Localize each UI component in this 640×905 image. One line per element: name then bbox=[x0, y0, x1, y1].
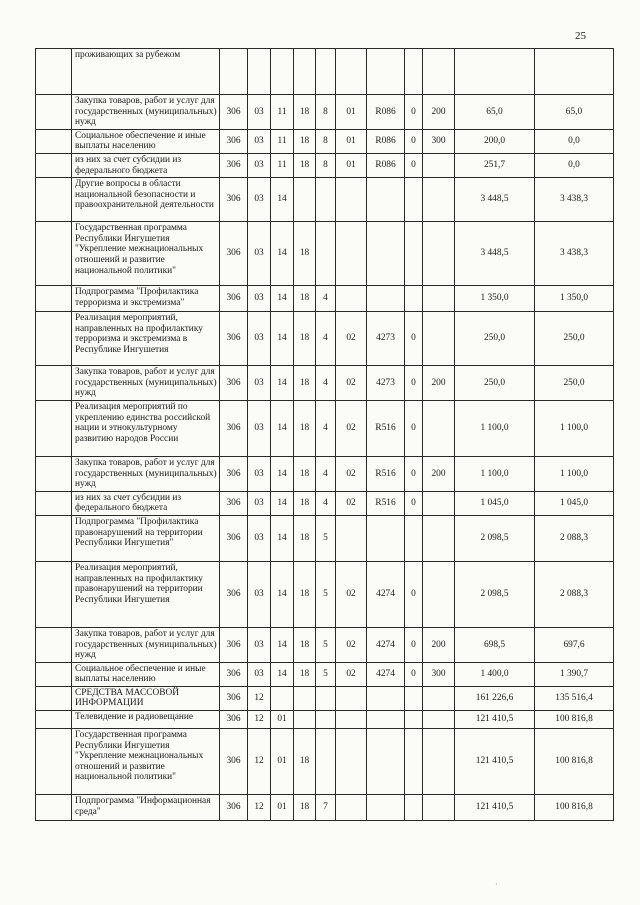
pr-cell: 14 bbox=[271, 627, 294, 662]
rz-cell: 03 bbox=[248, 153, 271, 177]
direction-cell: 4274 bbox=[367, 627, 405, 662]
item-name-cell: СРЕДСТВА МАССОВОЙ ИНФОРМАЦИИ bbox=[72, 686, 220, 710]
direction-cell bbox=[367, 795, 405, 821]
vr-cell bbox=[423, 561, 455, 627]
table-row bbox=[36, 49, 614, 95]
zero-cell bbox=[405, 178, 423, 222]
vr-cell: 200 bbox=[423, 95, 455, 130]
zero-cell: 0 bbox=[405, 491, 423, 515]
vr-cell bbox=[423, 400, 455, 456]
amount-approved-cell: 161 226,6 bbox=[455, 686, 535, 710]
zero-cell bbox=[405, 49, 423, 95]
rz-cell: 03 bbox=[248, 456, 271, 491]
amount-approved-cell: 2 098,5 bbox=[455, 515, 535, 561]
item-name-cell: Реализация мероприятий по укреплению единства российской нации и этнокультурному развитию народов России bbox=[72, 400, 220, 456]
pr-cell: 01 bbox=[271, 729, 294, 795]
amount-executed-cell: 1 100,0 bbox=[535, 456, 614, 491]
amount-executed-cell: 2 088,3 bbox=[535, 515, 614, 561]
subprogram-cell bbox=[316, 178, 336, 222]
vr-cell bbox=[423, 312, 455, 366]
subprogram-cell: 5 bbox=[316, 561, 336, 627]
amount-executed-cell: 100 816,8 bbox=[535, 795, 614, 821]
table-row bbox=[36, 95, 614, 130]
rz-cell: 03 bbox=[248, 627, 271, 662]
amount-executed-cell: 1 045,0 bbox=[535, 491, 614, 515]
rz-cell: 03 bbox=[248, 286, 271, 312]
amount-approved-cell: 1 400,0 bbox=[455, 662, 535, 686]
gr-cell: 306 bbox=[220, 515, 248, 561]
table-row bbox=[36, 286, 614, 312]
pr-cell: 14 bbox=[271, 222, 294, 286]
row-marker-cell bbox=[36, 561, 72, 627]
amount-executed-cell: 100 816,8 bbox=[535, 711, 614, 729]
rz-cell: 03 bbox=[248, 222, 271, 286]
subprogram-cell bbox=[316, 222, 336, 286]
program-cell: 18 bbox=[294, 795, 316, 821]
event-cell: 02 bbox=[336, 627, 367, 662]
row-marker-cell bbox=[36, 366, 72, 401]
zero-cell: 0 bbox=[405, 129, 423, 153]
direction-cell: R516 bbox=[367, 456, 405, 491]
pr-cell: 14 bbox=[271, 178, 294, 222]
pr-cell bbox=[271, 686, 294, 710]
amount-approved-cell: 121 410,5 bbox=[455, 729, 535, 795]
program-cell: 18 bbox=[294, 400, 316, 456]
zero-cell bbox=[405, 686, 423, 710]
table-row bbox=[36, 312, 614, 366]
amount-executed-cell: 0,0 bbox=[535, 129, 614, 153]
zero-cell bbox=[405, 795, 423, 821]
direction-cell bbox=[367, 49, 405, 95]
vr-cell bbox=[423, 491, 455, 515]
direction-cell: R516 bbox=[367, 491, 405, 515]
program-cell: 18 bbox=[294, 153, 316, 177]
table-row bbox=[36, 129, 614, 153]
program-cell: 18 bbox=[294, 366, 316, 401]
zero-cell: 0 bbox=[405, 627, 423, 662]
amount-approved-cell: 1 045,0 bbox=[455, 491, 535, 515]
pr-cell: 14 bbox=[271, 366, 294, 401]
program-cell: 18 bbox=[294, 491, 316, 515]
amount-executed-cell: 3 438,3 bbox=[535, 178, 614, 222]
subprogram-cell: 8 bbox=[316, 153, 336, 177]
subprogram-cell: 5 bbox=[316, 515, 336, 561]
vr-cell: 300 bbox=[423, 662, 455, 686]
direction-cell bbox=[367, 178, 405, 222]
subprogram-cell: 4 bbox=[316, 400, 336, 456]
item-name-cell: Подпрограмма "Информационная среда" bbox=[72, 795, 220, 821]
pr-cell: 14 bbox=[271, 561, 294, 627]
gr-cell: 306 bbox=[220, 729, 248, 795]
item-name-cell: Закупка товаров, работ и услуг для государственных (муниципальных) нужд bbox=[72, 456, 220, 491]
program-cell: 18 bbox=[294, 456, 316, 491]
amount-executed-cell: 250,0 bbox=[535, 366, 614, 401]
subprogram-cell: 4 bbox=[316, 312, 336, 366]
program-cell: 18 bbox=[294, 312, 316, 366]
event-cell: 02 bbox=[336, 312, 367, 366]
row-marker-cell bbox=[36, 662, 72, 686]
item-name-cell: Подпрограмма "Профилактика правонарушений на территории Республики Ингушетия" bbox=[72, 515, 220, 561]
pr-cell: 14 bbox=[271, 286, 294, 312]
program-cell: 18 bbox=[294, 515, 316, 561]
gr-cell: 306 bbox=[220, 95, 248, 130]
gr-cell: 306 bbox=[220, 400, 248, 456]
table-row bbox=[36, 222, 614, 286]
amount-approved-cell: 1 100,0 bbox=[455, 456, 535, 491]
event-cell bbox=[336, 711, 367, 729]
rz-cell: 03 bbox=[248, 515, 271, 561]
zero-cell bbox=[405, 515, 423, 561]
event-cell: 01 bbox=[336, 129, 367, 153]
subprogram-cell: 5 bbox=[316, 627, 336, 662]
vr-cell bbox=[423, 686, 455, 710]
zero-cell: 0 bbox=[405, 561, 423, 627]
vr-cell bbox=[423, 286, 455, 312]
vr-cell: 200 bbox=[423, 627, 455, 662]
vr-cell bbox=[423, 729, 455, 795]
vr-cell: 200 bbox=[423, 366, 455, 401]
subprogram-cell: 8 bbox=[316, 129, 336, 153]
amount-executed-cell: 100 816,8 bbox=[535, 729, 614, 795]
pr-cell: 14 bbox=[271, 515, 294, 561]
vr-cell bbox=[423, 711, 455, 729]
row-marker-cell bbox=[36, 491, 72, 515]
event-cell: 02 bbox=[336, 662, 367, 686]
rz-cell: 03 bbox=[248, 662, 271, 686]
row-marker-cell bbox=[36, 178, 72, 222]
subprogram-cell: 7 bbox=[316, 795, 336, 821]
direction-cell bbox=[367, 515, 405, 561]
zero-cell bbox=[405, 711, 423, 729]
gr-cell: 306 bbox=[220, 312, 248, 366]
program-cell: 18 bbox=[294, 222, 316, 286]
item-name-cell: Закупка товаров, работ и услуг для государственных (муниципальных) нужд bbox=[72, 627, 220, 662]
row-marker-cell bbox=[36, 456, 72, 491]
rz-cell: 12 bbox=[248, 729, 271, 795]
pr-cell: 01 bbox=[271, 795, 294, 821]
table-row bbox=[36, 795, 614, 821]
subprogram-cell: 4 bbox=[316, 491, 336, 515]
zero-cell bbox=[405, 286, 423, 312]
amount-executed-cell: 1 390,7 bbox=[535, 662, 614, 686]
rz-cell bbox=[248, 49, 271, 95]
gr-cell: 306 bbox=[220, 662, 248, 686]
gr-cell: 306 bbox=[220, 711, 248, 729]
gr-cell: 306 bbox=[220, 286, 248, 312]
event-cell bbox=[336, 49, 367, 95]
amount-approved-cell: 200,0 bbox=[455, 129, 535, 153]
table-row bbox=[36, 178, 614, 222]
amount-executed-cell: 1 350,0 bbox=[535, 286, 614, 312]
event-cell: 02 bbox=[336, 366, 367, 401]
amount-approved-cell: 251,7 bbox=[455, 153, 535, 177]
zero-cell: 0 bbox=[405, 95, 423, 130]
scan-mark: · bbox=[495, 880, 498, 889]
vr-cell: 200 bbox=[423, 456, 455, 491]
amount-executed-cell: 65,0 bbox=[535, 95, 614, 130]
pr-cell: 01 bbox=[271, 711, 294, 729]
table-row bbox=[36, 711, 614, 729]
direction-cell: R516 bbox=[367, 400, 405, 456]
program-cell: 18 bbox=[294, 729, 316, 795]
subprogram-cell bbox=[316, 686, 336, 710]
row-marker-cell bbox=[36, 795, 72, 821]
amount-approved-cell: 65,0 bbox=[455, 95, 535, 130]
row-marker-cell bbox=[36, 222, 72, 286]
direction-cell: 4274 bbox=[367, 561, 405, 627]
program-cell bbox=[294, 711, 316, 729]
gr-cell: 306 bbox=[220, 153, 248, 177]
zero-cell bbox=[405, 729, 423, 795]
amount-approved-cell: 1 100,0 bbox=[455, 400, 535, 456]
pr-cell: 14 bbox=[271, 456, 294, 491]
table-row bbox=[36, 366, 614, 401]
event-cell bbox=[336, 178, 367, 222]
pr-cell bbox=[271, 49, 294, 95]
zero-cell bbox=[405, 222, 423, 286]
pr-cell: 11 bbox=[271, 95, 294, 130]
item-name-cell: Государственная программа Республики Ингушетия "Укрепление межнациональных отношений и развитие национальной политики" bbox=[72, 729, 220, 795]
subprogram-cell: 4 bbox=[316, 366, 336, 401]
gr-cell: 306 bbox=[220, 627, 248, 662]
zero-cell: 0 bbox=[405, 400, 423, 456]
vr-cell bbox=[423, 49, 455, 95]
subprogram-cell: 4 bbox=[316, 286, 336, 312]
item-name-cell: Закупка товаров, работ и услуг для государственных (муниципальных) нужд bbox=[72, 366, 220, 401]
gr-cell: 306 bbox=[220, 491, 248, 515]
rz-cell: 03 bbox=[248, 400, 271, 456]
event-cell: 01 bbox=[336, 153, 367, 177]
table-row bbox=[36, 491, 614, 515]
direction-cell bbox=[367, 711, 405, 729]
gr-cell: 306 bbox=[220, 178, 248, 222]
direction-cell: R086 bbox=[367, 153, 405, 177]
subprogram-cell bbox=[316, 729, 336, 795]
row-marker-cell bbox=[36, 49, 72, 95]
pr-cell: 11 bbox=[271, 129, 294, 153]
program-cell: 18 bbox=[294, 95, 316, 130]
gr-cell: 306 bbox=[220, 366, 248, 401]
event-cell: 02 bbox=[336, 400, 367, 456]
program-cell bbox=[294, 49, 316, 95]
row-marker-cell bbox=[36, 129, 72, 153]
item-name-cell: Подпрограмма "Профилактика терроризма и экстремизма" bbox=[72, 286, 220, 312]
row-marker-cell bbox=[36, 95, 72, 130]
row-marker-cell bbox=[36, 286, 72, 312]
table-row bbox=[36, 456, 614, 491]
event-cell: 02 bbox=[336, 456, 367, 491]
direction-cell bbox=[367, 686, 405, 710]
item-name-cell: Телевидение и радиовещание bbox=[72, 711, 220, 729]
event-cell bbox=[336, 686, 367, 710]
amount-approved-cell bbox=[455, 49, 535, 95]
gr-cell bbox=[220, 49, 248, 95]
table-row bbox=[36, 400, 614, 456]
item-name-cell: Реализация мероприятий, направленных на профилактику терроризма и экстремизма в Республике Ингушетия bbox=[72, 312, 220, 366]
event-cell bbox=[336, 222, 367, 286]
pr-cell: 14 bbox=[271, 662, 294, 686]
row-marker-cell bbox=[36, 711, 72, 729]
subprogram-cell: 5 bbox=[316, 662, 336, 686]
rz-cell: 12 bbox=[248, 795, 271, 821]
table-row bbox=[36, 627, 614, 662]
zero-cell: 0 bbox=[405, 366, 423, 401]
amount-approved-cell: 1 350,0 bbox=[455, 286, 535, 312]
vr-cell bbox=[423, 222, 455, 286]
row-marker-cell bbox=[36, 312, 72, 366]
amount-approved-cell: 698,5 bbox=[455, 627, 535, 662]
amount-approved-cell: 250,0 bbox=[455, 312, 535, 366]
amount-approved-cell: 2 098,5 bbox=[455, 561, 535, 627]
item-name-cell: Социальное обеспечение и иные выплаты населению bbox=[72, 662, 220, 686]
subprogram-cell: 8 bbox=[316, 95, 336, 130]
rz-cell: 03 bbox=[248, 491, 271, 515]
gr-cell: 306 bbox=[220, 222, 248, 286]
vr-cell: 300 bbox=[423, 129, 455, 153]
direction-cell bbox=[367, 286, 405, 312]
amount-approved-cell: 121 410,5 bbox=[455, 711, 535, 729]
row-marker-cell bbox=[36, 729, 72, 795]
rz-cell: 03 bbox=[248, 129, 271, 153]
subprogram-cell bbox=[316, 49, 336, 95]
direction-cell: 4273 bbox=[367, 312, 405, 366]
direction-cell: 4274 bbox=[367, 662, 405, 686]
rz-cell: 03 bbox=[248, 95, 271, 130]
item-name-cell: Реализация мероприятий, направленных на профилактику правонарушений на территории Республики Ингушетия bbox=[72, 561, 220, 627]
table-row bbox=[36, 515, 614, 561]
rz-cell: 03 bbox=[248, 561, 271, 627]
table-row bbox=[36, 662, 614, 686]
direction-cell: R086 bbox=[367, 95, 405, 130]
zero-cell: 0 bbox=[405, 312, 423, 366]
amount-approved-cell: 250,0 bbox=[455, 366, 535, 401]
item-name-cell: Государственная программа Республики Ингушетия "Укрепление межнациональных отношений и развитие национальной политики" bbox=[72, 222, 220, 286]
direction-cell: 4273 bbox=[367, 366, 405, 401]
event-cell bbox=[336, 729, 367, 795]
table-row bbox=[36, 153, 614, 177]
amount-approved-cell: 3 448,5 bbox=[455, 222, 535, 286]
gr-cell: 306 bbox=[220, 561, 248, 627]
event-cell bbox=[336, 286, 367, 312]
event-cell: 02 bbox=[336, 491, 367, 515]
pr-cell: 14 bbox=[271, 491, 294, 515]
pr-cell: 11 bbox=[271, 153, 294, 177]
row-marker-cell bbox=[36, 627, 72, 662]
rz-cell: 12 bbox=[248, 711, 271, 729]
amount-approved-cell: 121 410,5 bbox=[455, 795, 535, 821]
amount-executed-cell: 697,6 bbox=[535, 627, 614, 662]
pr-cell: 14 bbox=[271, 400, 294, 456]
table-row bbox=[36, 686, 614, 710]
program-cell: 18 bbox=[294, 561, 316, 627]
event-cell: 02 bbox=[336, 561, 367, 627]
item-name-cell: проживающих за рубежом bbox=[72, 49, 220, 95]
program-cell bbox=[294, 178, 316, 222]
amount-approved-cell: 3 448,5 bbox=[455, 178, 535, 222]
rz-cell: 03 bbox=[248, 366, 271, 401]
direction-cell bbox=[367, 729, 405, 795]
table-row bbox=[36, 729, 614, 795]
event-cell bbox=[336, 795, 367, 821]
budget-table bbox=[35, 48, 614, 821]
amount-executed-cell: 3 438,3 bbox=[535, 222, 614, 286]
gr-cell: 306 bbox=[220, 456, 248, 491]
pr-cell: 14 bbox=[271, 312, 294, 366]
item-name-cell: из них за счет субсидии из федерального бюджета bbox=[72, 491, 220, 515]
rz-cell: 12 bbox=[248, 686, 271, 710]
gr-cell: 306 bbox=[220, 129, 248, 153]
rz-cell: 03 bbox=[248, 178, 271, 222]
direction-cell bbox=[367, 222, 405, 286]
page-number: 25 bbox=[575, 30, 586, 42]
row-marker-cell bbox=[36, 515, 72, 561]
event-cell bbox=[336, 515, 367, 561]
gr-cell: 306 bbox=[220, 795, 248, 821]
rz-cell: 03 bbox=[248, 312, 271, 366]
gr-cell: 306 bbox=[220, 686, 248, 710]
vr-cell bbox=[423, 795, 455, 821]
zero-cell: 0 bbox=[405, 456, 423, 491]
vr-cell bbox=[423, 153, 455, 177]
subprogram-cell bbox=[316, 711, 336, 729]
program-cell: 18 bbox=[294, 286, 316, 312]
subprogram-cell: 4 bbox=[316, 456, 336, 491]
row-marker-cell bbox=[36, 153, 72, 177]
program-cell: 18 bbox=[294, 662, 316, 686]
amount-executed-cell bbox=[535, 49, 614, 95]
item-name-cell: Закупка товаров, работ и услуг для государственных (муниципальных) нужд bbox=[72, 95, 220, 130]
amount-executed-cell: 135 516,4 bbox=[535, 686, 614, 710]
event-cell: 01 bbox=[336, 95, 367, 130]
vr-cell bbox=[423, 178, 455, 222]
vr-cell bbox=[423, 515, 455, 561]
row-marker-cell bbox=[36, 400, 72, 456]
amount-executed-cell: 1 100,0 bbox=[535, 400, 614, 456]
program-cell: 18 bbox=[294, 627, 316, 662]
amount-executed-cell: 250,0 bbox=[535, 312, 614, 366]
item-name-cell: Другие вопросы в области национальной безопасности и правоохранительной деятельности bbox=[72, 178, 220, 222]
zero-cell: 0 bbox=[405, 662, 423, 686]
direction-cell: R086 bbox=[367, 129, 405, 153]
item-name-cell: из них за счет субсидии из федерального бюджета bbox=[72, 153, 220, 177]
program-cell: 18 bbox=[294, 129, 316, 153]
amount-executed-cell: 2 088,3 bbox=[535, 561, 614, 627]
program-cell bbox=[294, 686, 316, 710]
item-name-cell: Социальное обеспечение и иные выплаты населению bbox=[72, 129, 220, 153]
table-row bbox=[36, 561, 614, 627]
amount-executed-cell: 0,0 bbox=[535, 153, 614, 177]
zero-cell: 0 bbox=[405, 153, 423, 177]
row-marker-cell bbox=[36, 686, 72, 710]
